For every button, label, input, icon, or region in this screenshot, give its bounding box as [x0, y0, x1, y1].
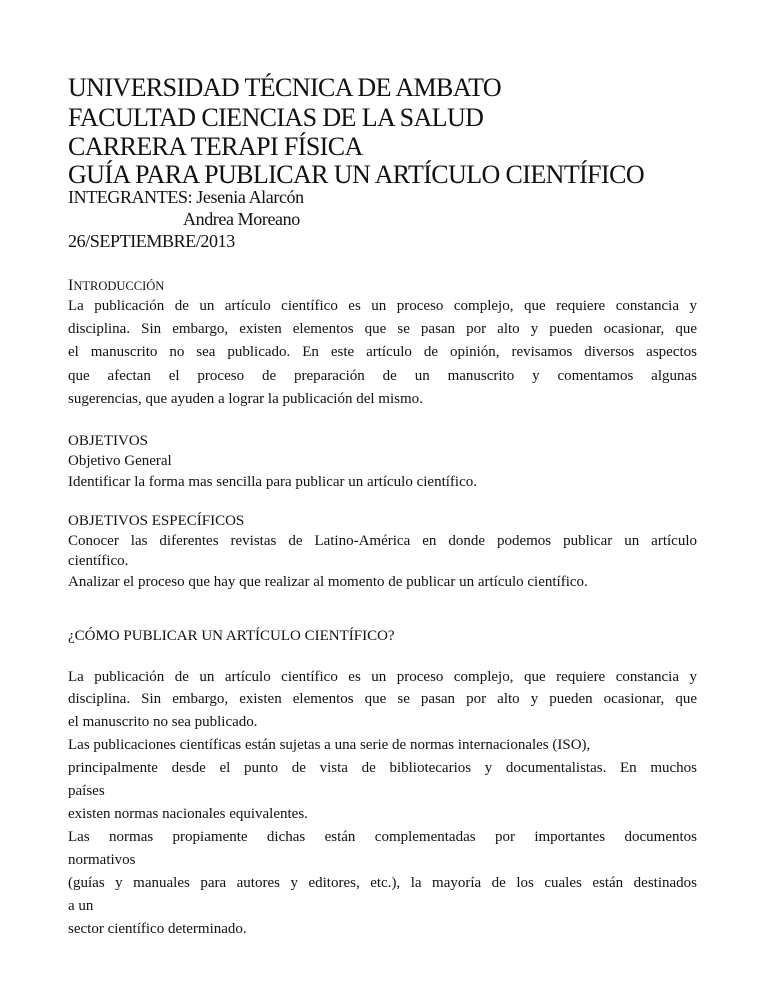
- how-to-line: principalmente desde el punto de vista de bibliotecarios y documentalistas. En muchos: [68, 760, 697, 776]
- general-objective-label: Objetivo General: [68, 453, 172, 469]
- faculty-name: FACULTAD CIENCIAS DE LA SALUD: [68, 103, 484, 132]
- intro-line: el manuscrito no sea publicado. En este artículo de opinión, revisamos diversos aspectos: [68, 344, 697, 360]
- how-to-line: a un: [68, 898, 94, 914]
- heading-rest: NTRODUCCIÓN: [73, 279, 165, 293]
- intro-line: sugerencias, que ayuden a lograr la publicación del mismo.: [68, 391, 423, 407]
- specific-objectives-heading: OBJETIVOS ESPECÍFICOS: [68, 513, 245, 529]
- specific-objective-line: científico.: [68, 553, 129, 569]
- how-to-line: sector científico determinado.: [68, 921, 247, 937]
- how-to-line: Las normas propiamente dichas están complementadas por importantes documentos: [68, 829, 697, 845]
- how-to-line: existen normas nacionales equivalentes.: [68, 806, 308, 822]
- how-to-line: disciplina. Sin embargo, existen elementos que se pasan por alto y pueden ocasionar, que: [68, 691, 697, 707]
- intro-line: disciplina. Sin embargo, existen elementos que se pasan por alto y pueden ocasionar, que: [68, 321, 697, 337]
- document-title: GUÍA PARA PUBLICAR UN ARTÍCULO CIENTÍFICO: [68, 160, 644, 189]
- how-to-line: (guías y manuales para autores y editores, etc.), la mayoría de los cuales están destinados: [68, 875, 697, 891]
- how-to-line: países: [68, 783, 105, 799]
- objectives-heading: OBJETIVOS: [68, 433, 149, 449]
- how-to-line: Las publicaciones científicas están sujetas a una serie de normas internacionales (ISO),: [68, 737, 591, 753]
- how-to-heading: ¿CÓMO PUBLICAR UN ARTÍCULO CIENTÍFICO?: [68, 628, 395, 644]
- how-to-line: La publicación de un artículo científico es un proceso complejo, que requiere constancia y: [68, 669, 697, 685]
- specific-objective-line: Analizar el proceso que hay que realizar al momento de publicar un artículo científico.: [68, 574, 588, 590]
- members-line: INTEGRANTES: Jesenia Alarcón: [68, 187, 304, 207]
- introduction-heading: [68, 276, 697, 296]
- intro-line: La publicación de un artículo científico es un proceso complejo, que requiere constancia y: [68, 298, 697, 314]
- general-objective-text: Identificar la forma mas sencilla para publicar un artículo científico.: [68, 474, 477, 490]
- university-name: UNIVERSIDAD TÉCNICA DE AMBATO: [68, 73, 502, 102]
- specific-objective-line: Conocer las diferentes revistas de Latino-América en donde podemos publicar un artículo: [68, 533, 697, 549]
- date: 26/SEPTIEMBRE/2013: [68, 231, 235, 251]
- career-name: CARRERA TERAPI FÍSICA: [68, 132, 363, 161]
- how-to-line: el manuscrito no sea publicado.: [68, 714, 258, 730]
- heading-initial: I: [68, 277, 74, 294]
- intro-line: que afectan el proceso de preparación de un manuscrito y comentamos algunas: [68, 368, 697, 384]
- member-2: Andrea Moreano: [183, 209, 300, 229]
- how-to-line: normativos: [68, 852, 136, 868]
